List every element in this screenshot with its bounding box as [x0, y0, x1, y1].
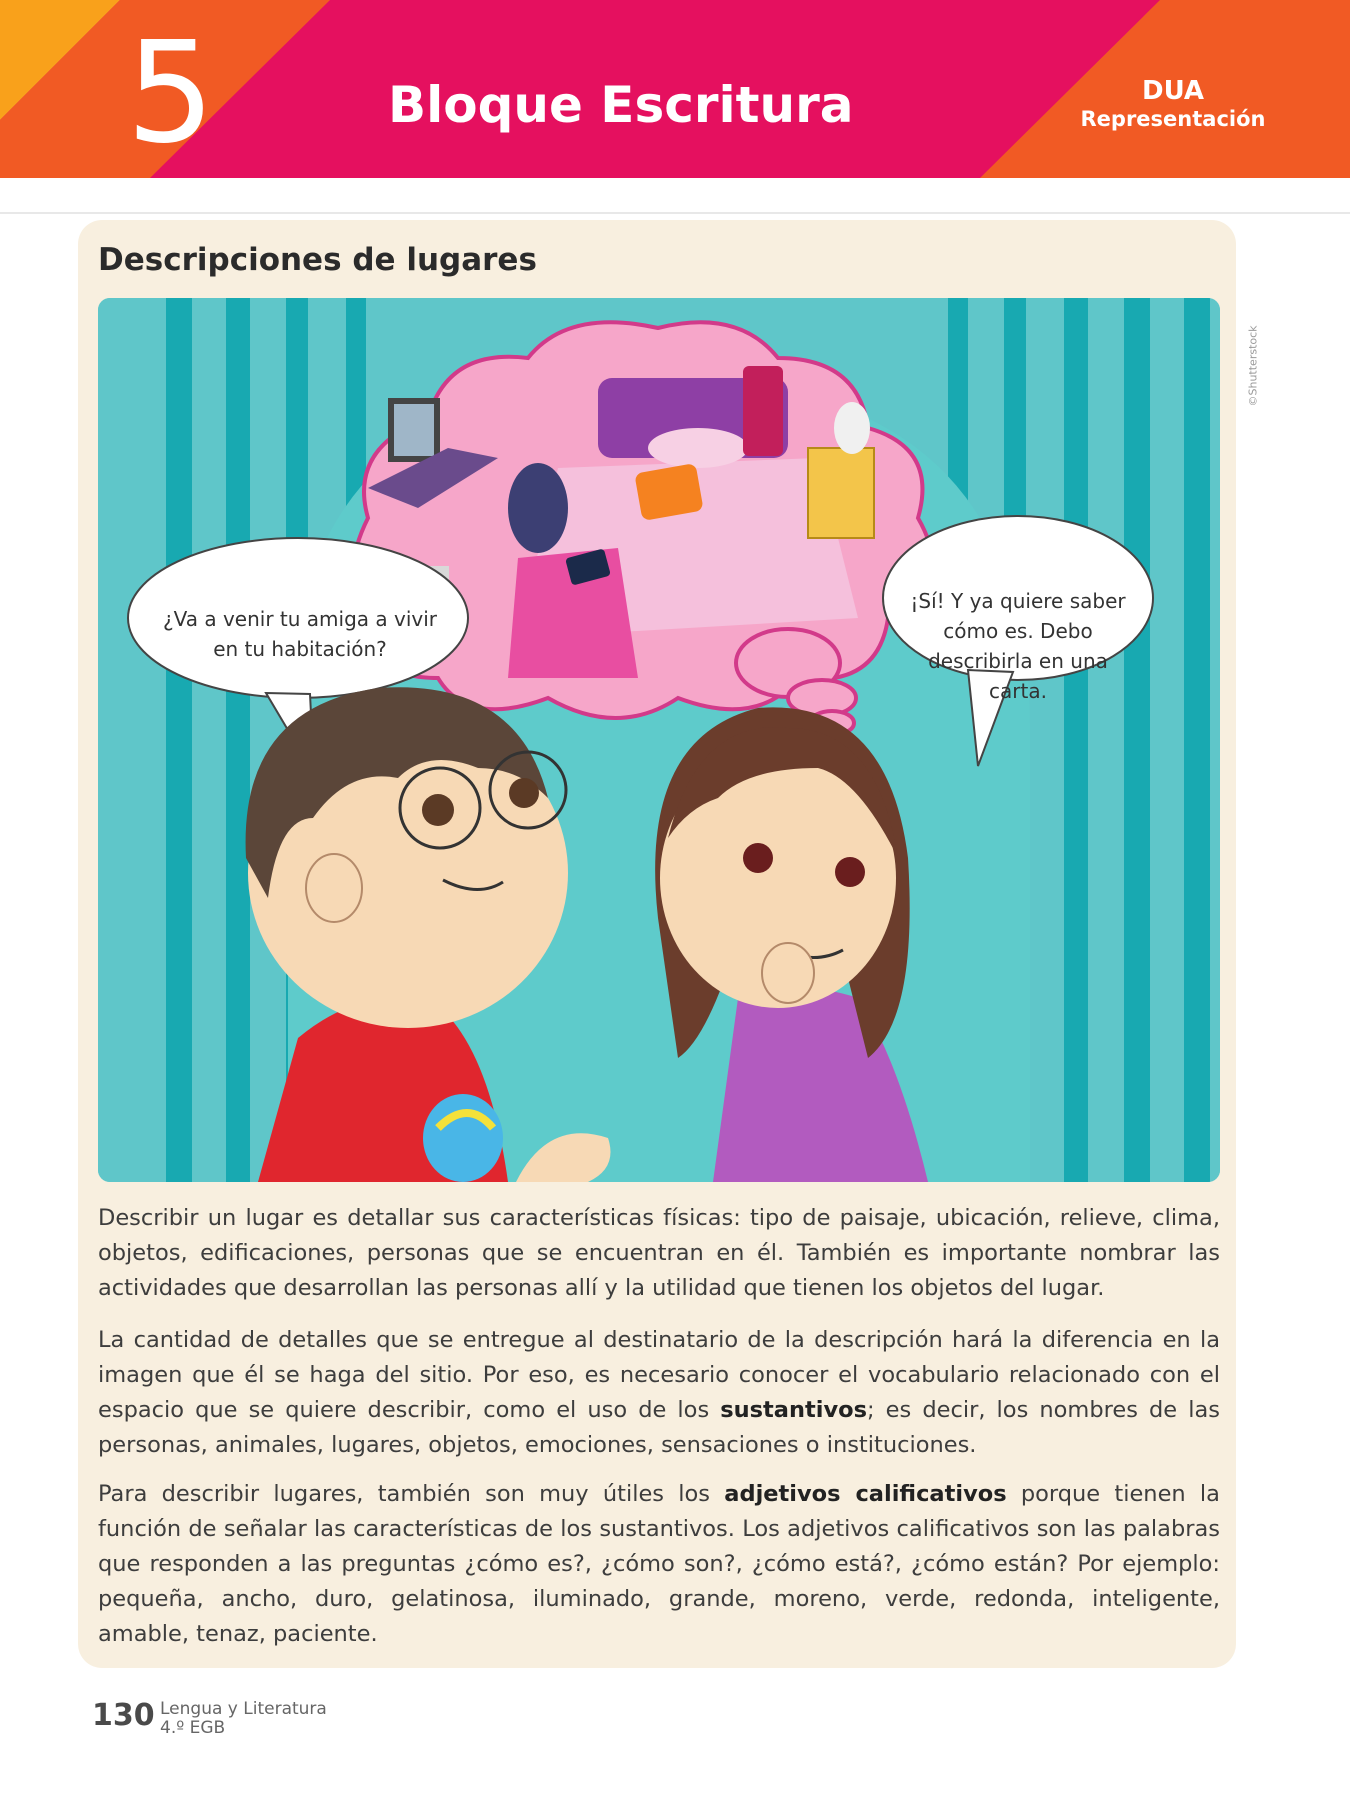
keyword-sustantivos: sustantivos: [720, 1397, 867, 1423]
page-number: 130: [92, 1698, 155, 1733]
speech-bubble-girl: ¡Sí! Y ya quiere saber cómo es. Debo describirla en una carta.: [910, 589, 1126, 703]
subject-label: [160, 1700, 327, 1738]
paragraph-adjectives: [98, 1477, 1220, 1652]
paragraph-adjectives-text-end: porque tienen la función de señalar las características de los sustantivos. Los adjetivos calificativos son las palabras que responden a las preguntas ¿cómo es?, ¿cómo son?, ¿cómo está?, ¿cómo están? Por ejemplo: pequeña, ancho, duro, gelatinosa, iluminado, grande, moreno, verde, redonda, inteligente, amable, tenaz, paciente.: [98, 1481, 1220, 1647]
illustration-scene: [98, 298, 1220, 1182]
keyword-adjetivos-calificativos: adjetivos calificativos: [724, 1481, 1007, 1507]
header-banner: [0, 0, 1350, 178]
dua-subtitle: Representación: [1080, 107, 1266, 131]
paragraph-nouns-text-start: La cantidad de detalles que se entregue al destinatario de la descripción hará la diferencia en la imagen que él se haga del sitio. Por eso, es necesario conocer el vocabulario relacionado con el espacio que se quiere describir, como el uso de los: [98, 1327, 1220, 1423]
paragraph-adjectives-text-start: Para describir lugares, también son muy útiles los: [98, 1481, 725, 1507]
image-credit: [1243, 300, 1263, 410]
scene-drawing: [98, 298, 1220, 1182]
section-title: Descripciones de lugares: [98, 242, 537, 278]
dua-title: DUA: [1141, 76, 1205, 106]
image-credit-text: ©Shutterstock: [1246, 325, 1260, 407]
dua-label: [1078, 76, 1268, 132]
unit-number: 5: [126, 12, 212, 175]
speech-bubble-boy: ¿Va a venir tu amiga a vivir en tu habitación?: [162, 607, 438, 661]
paragraph-definition: Describir un lugar es detallar sus características físicas: tipo de paisaje, ubicación, relieve, clima, objetos, edificaciones, personas que se encuentran en él. También es importante nombrar las actividades que desarrollan las personas allí y la utilidad que tienen los objetos del lugar.: [98, 1205, 1220, 1301]
block-title: Bloque Escritura: [388, 76, 854, 134]
header-divider: [0, 212, 1350, 214]
subject-name: Lengua y Literatura: [160, 1699, 327, 1719]
grade-label: 4.º EGB: [160, 1718, 226, 1738]
paragraph-nouns-text-end: ; es decir, los nombres de las personas, animales, lugares, objetos, emociones, sensaciones o instituciones.: [98, 1397, 1220, 1458]
paragraph-nouns: [98, 1323, 1220, 1463]
